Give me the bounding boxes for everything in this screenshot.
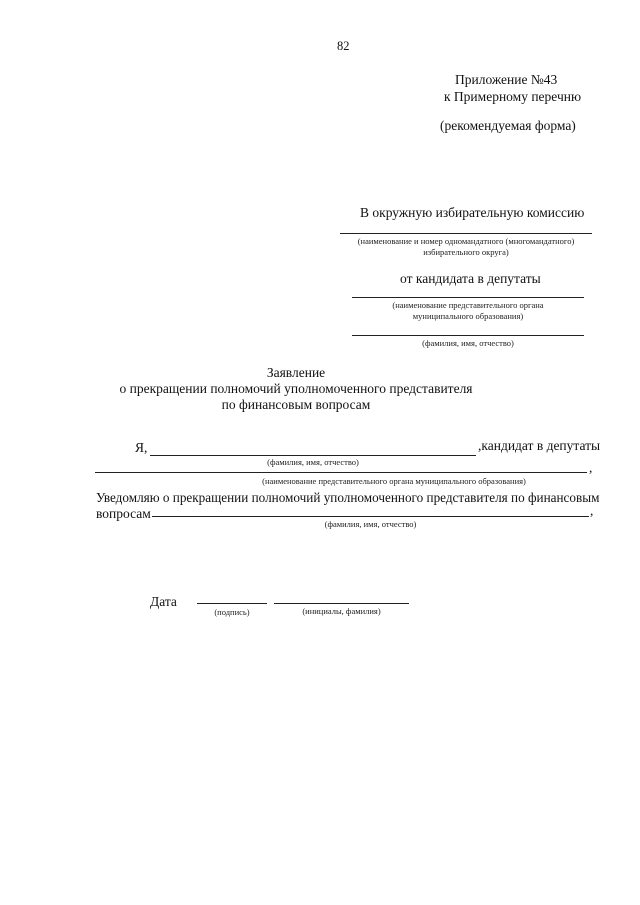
representative-name-caption: (фамилия, имя, отчество) [324,519,417,529]
initials-line[interactable] [274,603,409,604]
date-label: Дата [150,594,177,609]
signature-line[interactable] [197,603,267,604]
page-number: 82 [337,39,350,53]
district-caption-1: (наименование и номер одномандатного (многомандатного) [357,236,575,246]
questions-label: вопросам [96,506,151,521]
candidate-name-caption: (фамилия, имя, отчество) [422,338,514,348]
comma-mark: , [589,460,593,475]
appendix-label: Приложение №43 [455,72,558,87]
applicant-name-caption: (фамилия, имя, отчество) [267,457,359,467]
municipal-body-caption: (наименование представительного органа муниципального образования) [262,476,526,486]
body-caption-1: (наименование представительного органа [392,300,544,310]
from-candidate-label: от кандидата в депутаты [400,271,541,286]
i-label: Я, [135,440,148,455]
to-commission-label: В окружную избирательную комиссию [360,205,585,220]
title-line-3: по финансовым вопросам [221,397,371,412]
representative-name-line[interactable] [152,516,589,517]
district-caption-2: избирательного округа) [423,247,509,257]
signature-caption: (подпись) [214,607,250,617]
district-line [340,233,592,234]
form-type-label: (рекомендуемая форма) [440,118,576,133]
title-line-1: Заявление [266,365,326,380]
to-list-label: к Примерному перечню [444,89,582,104]
body-caption-2: муниципального образования) [412,311,524,321]
municipal-body-line[interactable] [95,472,587,473]
applicant-name-line[interactable] [150,455,476,456]
initials-caption: (инициалы, фамилия) [302,606,381,616]
candidate-name-line [352,335,584,336]
title-line-2: о прекращении полномочий уполномоченного представителя [119,381,473,396]
body-line [352,297,584,298]
comma-mark-2: , [590,503,594,518]
candidate-suffix: ,кандидат в депутаты [478,438,601,453]
notify-text: Уведомляю о прекращении полномочий уполномоченного представителя по финансовым [96,490,600,505]
